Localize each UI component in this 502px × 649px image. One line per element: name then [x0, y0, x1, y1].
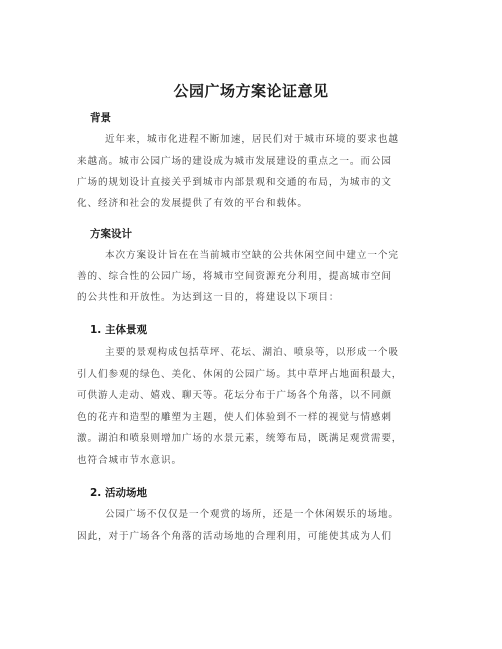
- paragraph-line: 化、经济和社会的发展提供了有效的平台和载体。: [77, 198, 308, 209]
- paragraph-line: 近年来，城市化进程不断加速，居民们对于城市环境的要求也越: [105, 134, 399, 145]
- paragraph-line: 主要的景观构成包括草坪、花坛、湖泊、喷泉等，以形成一个吸: [105, 347, 399, 358]
- paragraph-line: 本次方案设计旨在在当前城市空缺的公共休闲空间中建立一个完: [105, 250, 399, 261]
- paragraph-line: 的公共性和开放性。为达到这一目的，将建设以下项目：: [77, 292, 340, 303]
- paragraph-line: 也符合城市节水意识。: [77, 455, 182, 466]
- paragraph-line: 来越高。城市公园广场的建设成为城市发展建设的重点之一。而公园: [77, 156, 392, 167]
- paragraph-line: 善的、综合性的公园广场，将城市空间资源充分利用，提高城市空间: [77, 271, 392, 282]
- section-heading-main-landscape: 1. 主体景观: [90, 324, 147, 336]
- section-heading-activity-area: 2. 活动场地: [90, 487, 147, 499]
- paragraph-line: 色的花卉和造型的雕塑为主题，使人们体验到不一样的视觉与情感刺: [77, 412, 392, 423]
- section-heading-design: 方案设计: [90, 228, 132, 240]
- paragraph-line: 广场的规划设计直接关乎到城市内部景观和交通的布局，为城市的文: [77, 177, 392, 188]
- paragraph-line: 可供游人走动、嬉戏、聊天等。花坛分布于广场各个角落，以不同颜: [77, 390, 392, 401]
- paragraph-line: 因此，对于广场各个角落的活动场地的合理利用，可能使其成为人们: [77, 531, 392, 542]
- section-heading-background: 背景: [90, 112, 111, 124]
- paragraph-line: 激。湖泊和喷泉则增加广场的水景元素，统筹布局，既满足观赏需要，: [77, 433, 403, 444]
- document-title: 公园广场方案论证意见: [173, 82, 329, 100]
- paragraph-line: 公园广场不仅仅是一个观赏的场所，还是一个休闲娱乐的场地。: [105, 509, 399, 520]
- paragraph-line: 引人们参观的绿色、美化、休闲的公园广场。其中草坪占地面积最大，: [77, 369, 403, 380]
